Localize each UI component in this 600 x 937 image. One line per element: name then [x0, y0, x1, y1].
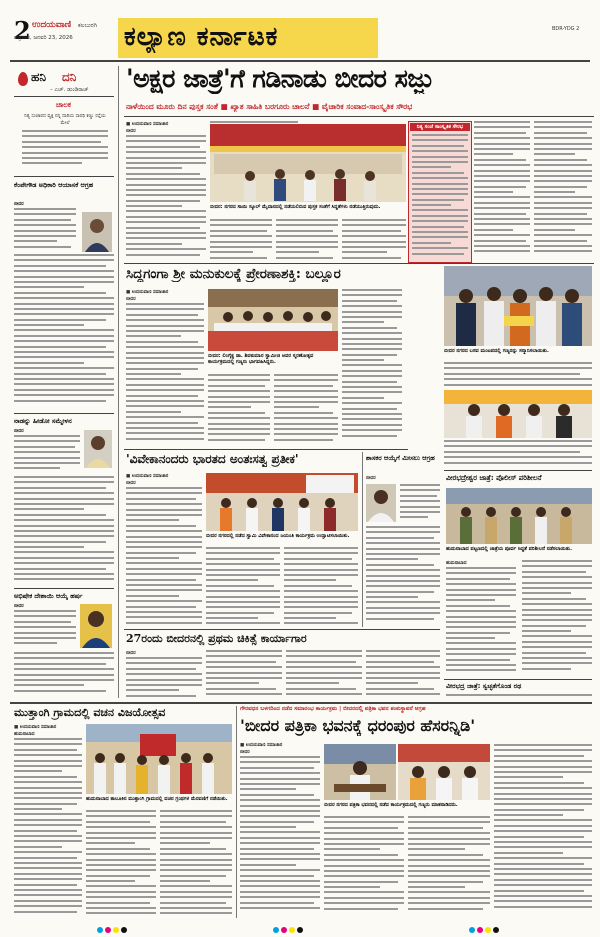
bottom-right-byline: ■ ಉದಯವಾಣಿ ಸಮಾಚಾರ	[240, 743, 283, 748]
honey-rule	[14, 96, 114, 97]
masthead-rule	[10, 60, 590, 62]
section-title: ಕಲ್ಯಾಣ ಕರ್ನಾಟಕ	[124, 22, 279, 52]
workshop-text-col-2	[206, 650, 282, 699]
page-number: 2	[14, 16, 31, 45]
lead-text-col-3	[210, 219, 272, 261]
left-column-divider	[118, 66, 119, 698]
workshop-text-col-1	[126, 657, 202, 699]
bottom-left-text-col-2	[86, 810, 156, 918]
date-line: ಶುಕ್ರವಾರ, ಜನವರಿ 23, 2026	[14, 35, 73, 41]
felicitation-photo	[444, 266, 592, 346]
lead-text-col-1	[126, 135, 206, 261]
siddaganga-place: ಬೀದರ	[126, 297, 136, 302]
shasaka-text-1	[400, 484, 440, 522]
bottom-left-place: ಹುಮನಾಬಾದ	[14, 732, 35, 737]
bottom-right-text-col-3	[408, 816, 490, 916]
lead-box-title: ನಿತ್ಯ ಸಂಜೆ ಸಾಂಸ್ಕೃತಿಕ ಸೌರಭ	[410, 123, 470, 131]
siddaganga-byline: ■ ಉದಯವಾಣಿ ಸಮಾಚಾರ	[126, 290, 169, 295]
press-event-photo-1	[324, 744, 396, 800]
brief-1-title: ಕೆಂಪೇಗೌಡ ಅಧಿಕಾರಿ ಆಯಾಸಕೆ ಆಗ್ರಹ	[14, 181, 94, 189]
brief-2-place: ಬೀದರ	[14, 429, 24, 434]
vivekananda-place: ಬೀದರ	[126, 481, 136, 486]
lead-text-col-5	[342, 219, 406, 261]
brief-1-text	[14, 208, 76, 248]
vivekananda-byline: ■ ಉದಯವಾಣಿ ಸಮಾಚಾರ	[126, 474, 169, 479]
virabhadra-subhead-rule	[444, 679, 592, 680]
bottom-left-text-col-1	[14, 738, 82, 918]
bottom-right-kicker: ಗೌರವಧನ ಬಳಗದಿಂದ ನಡೆದ ಸಮಾರಂಭ ಕಾರ್ಯಕ್ರಮ | ಬೀದರದಲ್ಲಿ ಪತ್ರಿಕಾ ಭವನ ಶಂಕುಸ್ಥಾಪನೆ ಆಗ್ರಹ	[240, 706, 426, 712]
lead-bottom-rule	[124, 263, 594, 264]
siddaganga-headline: ಸಿದ್ದಗಂಗಾ ಶ್ರೀ ಮನುಕುಲಕ್ಕೆ ಪ್ರೇರಣಾಶಕ್ತಿ: ಬಲ್ಲೂರ	[126, 266, 341, 282]
lead-text-col-4	[276, 219, 338, 261]
lead-text-col-6	[474, 121, 530, 261]
brief-3-text-continued	[14, 652, 114, 698]
virabhadreshwara-place: ಹುಮನಾಬಾದ	[446, 561, 467, 566]
siddaganga-text-col-1	[126, 303, 204, 445]
bottom-right-text-col-2	[324, 816, 404, 916]
lead-subheadline: ನಾಳೆಯಿಂದ ಮೂರು ದಿನ ಪುಸ್ತಕ ಸಂತೆ ■ ಖ್ಯಾತ ಸಾಹಿತಿ ಬರಗೂರು ಚಾಲನೆ ■ ವೈಚಾರಿಕ ಸಂವಾದ-ಸಾಂಸ್ಕೃತಿಕ ಸೌರಭ	[126, 102, 413, 111]
press-event-photo-caption: ಬೀದರ ನಗರದ ಪತ್ರಿಕಾ ಭವನದಲ್ಲಿ ನಡೆದ ಕಾರ್ಯಕ್ರಮದಲ್ಲಿ ಗಣ್ಯರು ಮಾತನಾಡಿದರು.	[324, 802, 458, 808]
procession-photo-caption: ಹುಮನಾಬಾದ ತಾಲೂಕಿನ ಮುತ್ತಾಂಗಿ ಗ್ರಾಮದಲ್ಲಿ ವಚನ ಗ್ರಂಥಗಳ ಮೆರವಣಿಗೆ ನಡೆಯಿತು.	[86, 796, 228, 802]
bottom-section-rule	[10, 702, 592, 704]
brief-1-text-continued	[14, 254, 114, 410]
brief-3-text	[14, 610, 76, 650]
brief-3-place: ಬೀದರ	[14, 604, 24, 609]
bottom-right-text-col-4	[494, 744, 592, 916]
edition-label: ಕಲಬುರಗಿ	[78, 22, 98, 29]
bottom-right-headline: 'ಬೀದರ ಪತ್ರಿಕಾ ಭವನಕ್ಕೆ ಧರಂಪುರ ಹೆಸರನ್ನಿಡಿ'	[240, 716, 476, 735]
siddaganga-bottom-rule	[124, 449, 408, 450]
virabhadreshwara-photo-caption: ಹುಮನಾಬಾದ ಪಟ್ಟಣದಲ್ಲಿ ಜಾತ್ರೆಯ ಪೂರ್ವ ಸಿದ್ಧತೆ ಪರಿಶೀಲನೆ ನಡೆಸಲಾಯಿತು.	[446, 546, 573, 552]
workshop-text-col-3	[286, 650, 362, 699]
siddaganga-photo	[208, 289, 338, 351]
shasaka-portrait-photo	[366, 484, 396, 522]
brief-1-portrait-photo	[82, 212, 112, 252]
seer-felicitation-text	[444, 440, 592, 468]
seer-felicitation-photo	[444, 390, 592, 438]
vivekananda-text-col-2	[206, 547, 280, 627]
lead-byline: ■ ಉದಯವಾಣಿ ಸಮಾಚಾರ	[126, 122, 169, 127]
lead-rule	[124, 116, 594, 117]
virabhadra-subhead-text	[446, 694, 592, 700]
workshop-place: ಬೀದರ	[126, 651, 136, 656]
honey-logo-prefix: ಹನಿ	[31, 70, 46, 84]
bottom-divider	[236, 706, 237, 918]
vivekananda-text-col-1	[126, 487, 202, 627]
lead-photo-caption: ಬೀದರ: ನಗರದ ಸಾಯಿ ಸ್ಕೂಲ್ ಮೈದಾನದಲ್ಲಿ ನಡೆಯಲಿರುವ ಪುಸ್ತಕ ಸಂತೆಗೆ ಸಿದ್ಧತೆಗಳು ನಡೆಯುತ್ತಿರುವುದು.	[210, 204, 381, 210]
brief-2-portrait-photo	[84, 430, 112, 468]
procession-photo	[86, 724, 232, 794]
vivekananda-photo	[206, 473, 358, 531]
press-event-photo-2	[398, 744, 490, 800]
honey-heading: ಚಾಲಕ	[56, 101, 71, 109]
brief-1-rule	[14, 413, 114, 414]
brief-2-rule	[14, 588, 114, 589]
workshop-text-col-4	[366, 650, 440, 699]
lead-box-text	[412, 134, 468, 258]
brief-3-title: ಅಭಿಷೇಕ ದೇಶಾಯಿ ಆಯ್ಕೆ ಹರ್ಷ	[14, 592, 83, 600]
brief-2-text-continued	[14, 476, 114, 586]
workshop-headline: 27ರಂದು ಬೀದರನಲ್ಲಿ ಪ್ರಥಮ ಚಿಕಿತ್ಸೆ ಕಾರ್ಯಾಗಾರ	[126, 632, 307, 645]
siddaganga-text-col-2	[208, 374, 270, 444]
siddaganga-photo-caption: ಬೀದರ: ಲಿಂಗೈಕ್ಯ ಡಾ. ಶಿವಕುಮಾರ ಸ್ವಾಮೀಜಿ ಅವರ ಸ್ಮರಣೋತ್ಸವ ಕಾರ್ಯಕ್ರಮದಲ್ಲಿ ಗಣ್ಯರು ಭಾಗವಹಿಸಿದ್ದರು.	[208, 353, 314, 365]
bottom-left-text-col-3	[160, 810, 232, 918]
honey-logo-drop-icon	[18, 72, 28, 86]
virabhadra-subhead: ವೀರಭದ್ರ ಜಾತ್ರೆ: ಸ್ವಚ್ಛತೆಗೊಂಡ ರಥ	[446, 682, 522, 690]
virabhadreshwara-photo	[446, 488, 592, 544]
lead-headline: 'ಅಕ್ಷರ ಜಾತ್ರೆ'ಗೆ ಗಡಿನಾಡು ಬೀದರ ಸಜ್ಜು	[126, 64, 434, 93]
honey-poem: ನಿತ್ಯ ಸಂಚಾರದ ವ್ಯಕ್ತಿ ನನ್ನ ದಾರಿಯ ಸಾರಥಿ ಕಣ್ಣು ರಸ್ತೆಯ ಮೇಲೆ	[24, 114, 106, 126]
honey-poem-lines	[22, 130, 108, 170]
brief-2-title: ನಾಡನ್ನು ಹೀಡೋ ಸಮ್ಮೇಳನ	[14, 417, 72, 425]
siddaganga-text-col-4	[342, 289, 402, 445]
page-code: BDR-YDG 2	[552, 26, 580, 32]
shasaka-headline: ಶಾಸಕರ ಆಯ್ಕೆಗೆ ಮೀಸಲು ಆಗ್ರಹ	[366, 454, 435, 462]
siddaganga-text-col-3	[274, 374, 338, 444]
bottom-left-byline: ■ ಉದಯವಾಣಿ ಸಮಾಚಾರ	[14, 725, 57, 730]
shasaka-place: ಬೀದರ	[366, 476, 376, 481]
virabhadreshwara-text-1	[446, 567, 516, 677]
right-block-rule	[444, 470, 592, 471]
virabhadreshwara-text-2	[522, 560, 592, 677]
brief-2-text	[14, 435, 80, 475]
vivekananda-photo-caption: ಬೀದರ ನಗರದಲ್ಲಿ ನಡೆದ ಸ್ವಾಮಿ ವಿವೇಕಾನಂದ ಜಯಂತಿ ಕಾರ್ಯಕ್ರಮ ಉದ್ಘಾಟಿಸಲಾಯಿತು.	[206, 533, 350, 539]
bottom-right-text-col-1	[240, 756, 320, 916]
felicitation-text	[444, 362, 592, 388]
lead-text-col-7	[534, 121, 592, 261]
paper-name: ಉದಯವಾಣಿ	[32, 20, 72, 30]
honey-bottom-rule	[14, 176, 114, 177]
lead-photo	[210, 124, 406, 202]
bottom-right-place: ಬೀದರ	[240, 750, 250, 755]
felicitation-photo-caption: ಬೀದರ ನಗರದ ಬಸವ ಮಂಟಪದಲ್ಲಿ ಗಣ್ಯರನ್ನು ಸನ್ಮಾನಿಸಲಾಯಿತು.	[444, 348, 549, 354]
brief-3-portrait-photo	[80, 604, 112, 648]
honey-logo-suffix: ದನಿ	[62, 70, 77, 84]
shasaka-text-2	[366, 526, 440, 626]
virabhadreshwara-headline: ವೀರಭದ್ರೇಶ್ವರ ಜಾತ್ರೆ: ಪೊಲೀಸ್ ಪರಿಶೀಲನೆ	[446, 474, 542, 482]
lead-place: ಬೀದರ	[126, 129, 136, 134]
vivekananda-text-col-3	[284, 547, 358, 627]
vivekananda-headline: 'ವಿವೇಕಾನಂದರು ಭಾರತದ ಅಂತಃಸತ್ವ ಪ್ರತೀಕ'	[126, 452, 299, 466]
workshop-rule	[124, 629, 440, 630]
bottom-left-headline: ಮುತ್ತಾಂಗಿ ಗ್ರಾಮದಲ್ಲಿ ವಚನ ವಿಜಯೋತ್ಸವ	[14, 706, 166, 719]
honey-author: – ಎಚ್. ಡುಂಡಿರಾಜ್	[50, 87, 89, 93]
brief-1-place: ಬೀದರ	[14, 202, 24, 207]
